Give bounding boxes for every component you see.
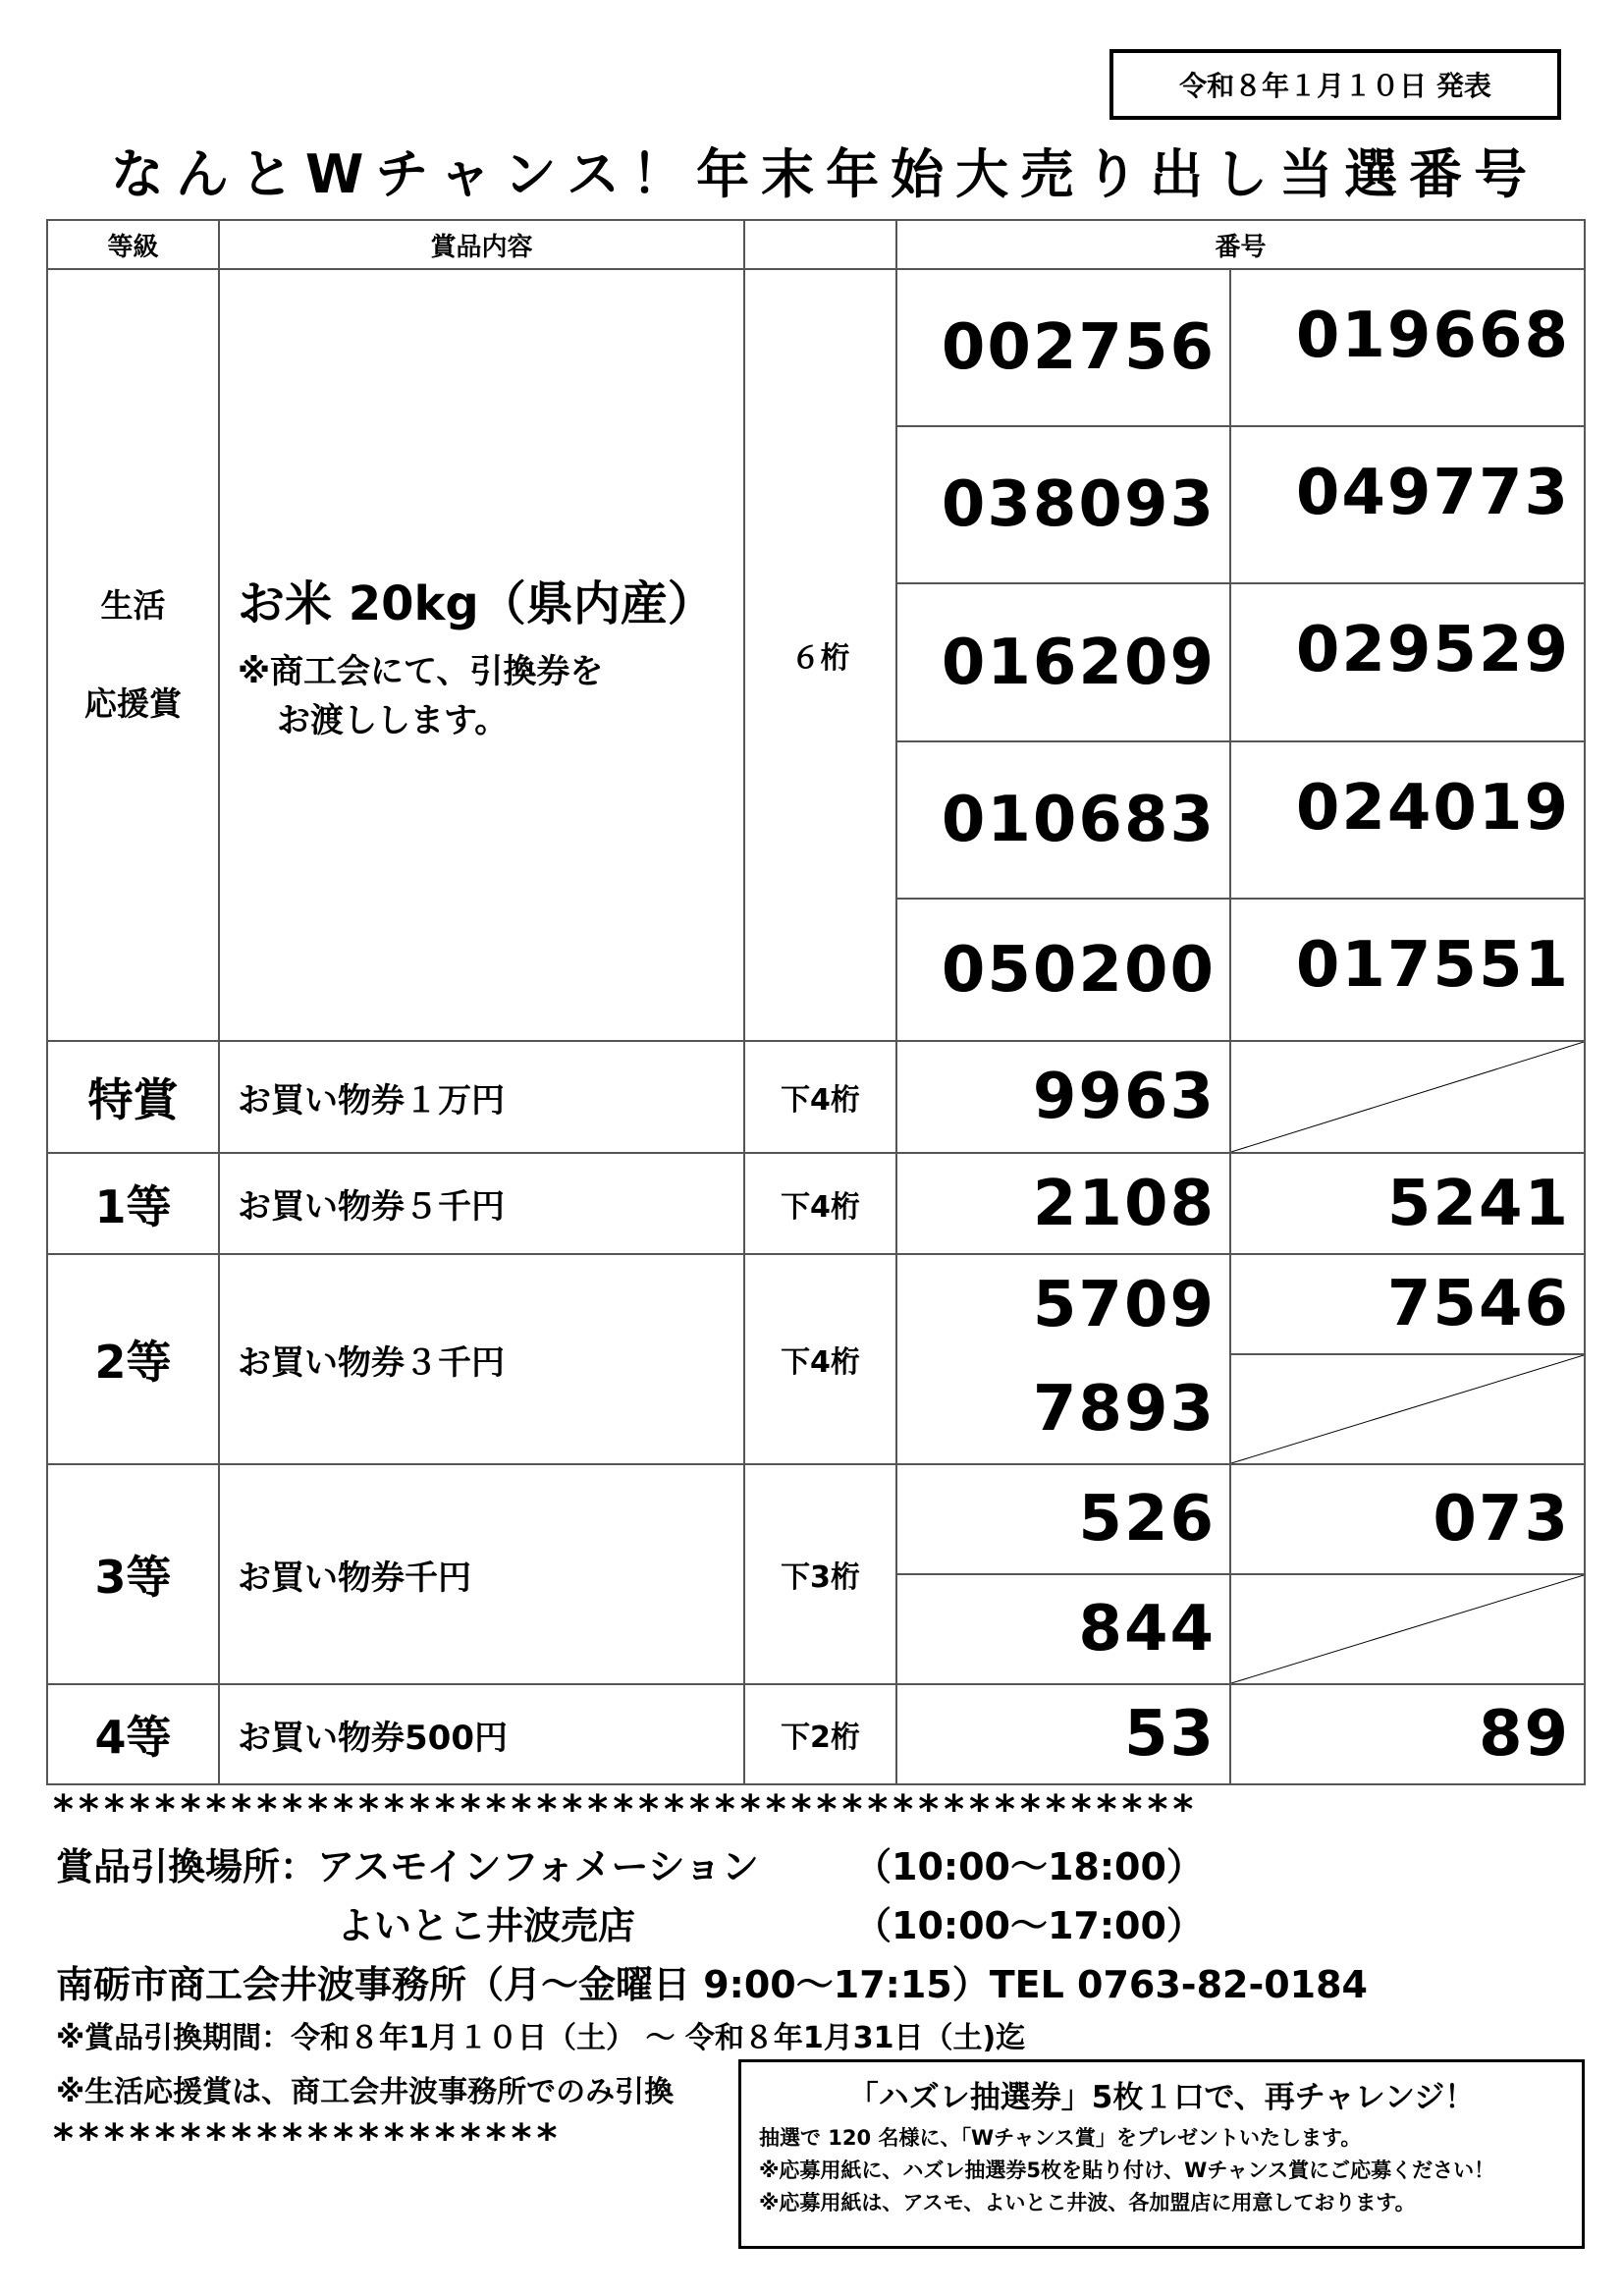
w-chance-line: ※応募用紙に、ハズレ抽選券5枚を貼り付け、Wチャンス賞にご応募ください！	[759, 2159, 1495, 2182]
w-chance-heading: 「ハズレ抽選券」5枚１口で、再チャレンジ！	[847, 2080, 1476, 2115]
second-number: 7893	[896, 1354, 1230, 1464]
first-digits: 下4桁	[744, 1153, 896, 1254]
first-grade: 1等	[47, 1153, 219, 1254]
empty-cell	[1230, 1041, 1585, 1153]
special-grade: 特賞	[47, 1041, 219, 1153]
table-row	[47, 269, 1585, 426]
third-prize: お買い物券千円	[219, 1464, 744, 1684]
life-prize	[219, 269, 744, 1041]
header-digits	[744, 220, 896, 269]
third-digits: 下3桁	[744, 1464, 896, 1684]
page-title: なんとWチャンス！年末年始大売り出し当選番号	[110, 143, 1540, 205]
fourth-prize: お買い物券500円	[219, 1684, 744, 1784]
empty-cell	[1230, 1574, 1585, 1684]
special-prize: お買い物券１万円	[219, 1041, 744, 1153]
third-grade: 3等	[47, 1464, 219, 1684]
winning-numbers-table	[46, 219, 1586, 1785]
office-info: 南砺市商工会井波事務所（月～金曜日 9:00～17:15）TEL 0763-82-0184	[56, 1963, 1368, 2006]
header-numbers: 番号	[896, 220, 1585, 269]
header-prize: 賞品内容	[219, 220, 744, 269]
star-divider: *********************************************	[53, 1787, 1199, 1832]
exchange-hours-2: （10:00～17:00）	[854, 1904, 1204, 1947]
table-header	[47, 220, 1585, 269]
life-prize-note	[238, 647, 743, 745]
life-number: 024019	[1230, 741, 1585, 899]
special-number: 9963	[896, 1041, 1230, 1153]
life-prize-note1: ※商工会にて、引換券を	[238, 651, 604, 691]
life-grade	[47, 269, 219, 1041]
life-number: 050200	[896, 899, 1230, 1041]
second-digits: 下4桁	[744, 1254, 896, 1464]
first-number: 2108	[896, 1153, 1230, 1254]
fourth-number: 53	[896, 1684, 1230, 1784]
life-number: 019668	[1230, 269, 1585, 426]
table-row	[47, 1153, 1585, 1254]
table-row	[47, 1684, 1585, 1784]
third-number: 844	[896, 1574, 1230, 1684]
second-number: 5709	[896, 1254, 1230, 1354]
table-row	[47, 1041, 1585, 1153]
second-prize: お買い物券３千円	[219, 1254, 744, 1464]
fourth-number: 89	[1230, 1684, 1585, 1784]
life-grade-line2: 応援賞	[84, 684, 182, 723]
life-number: 038093	[896, 426, 1230, 583]
life-number: 002756	[896, 269, 1230, 426]
table-row	[47, 1254, 1585, 1354]
first-prize: お買い物券５千円	[219, 1153, 744, 1254]
second-grade: 2等	[47, 1254, 219, 1464]
exchange-period: ※賞品引換期間：令和８年1月１０日（土） ～ 令和８年1月31日（土)迄	[56, 2021, 1026, 2055]
life-number: 016209	[896, 583, 1230, 741]
announcement-date: 令和８年１月１０日 発表	[1109, 49, 1561, 120]
w-chance-line: ※応募用紙は、アスモ、よいとこ井波、各加盟店に用意しております。	[759, 2191, 1416, 2214]
life-prize-note2: お渡しします。	[277, 700, 509, 740]
table-row	[47, 1464, 1585, 1574]
special-digits: 下4桁	[744, 1041, 896, 1153]
life-number: 029529	[1230, 583, 1585, 741]
life-grade-line1: 生活	[100, 586, 166, 625]
life-exchange-note: ※生活応援賞は、商工会井波事務所でのみ引換	[56, 2075, 675, 2109]
fourth-digits: 下2桁	[744, 1684, 896, 1784]
life-number: 010683	[896, 741, 1230, 899]
w-chance-line: 抽選で 120 名様に、「Wチャンス賞」をプレゼントいたします。	[759, 2126, 1362, 2150]
exchange-place-2: よいとこ井波売店	[337, 1904, 636, 1947]
third-number: 073	[1230, 1464, 1585, 1574]
life-prize-main: お米 20kg（県内産）	[238, 575, 715, 631]
w-chance-box	[738, 2059, 1585, 2249]
exchange-hours-1: （10:00～18:00）	[854, 1845, 1204, 1888]
star-divider-short: ********************	[53, 2116, 563, 2161]
empty-cell	[1230, 1354, 1585, 1464]
third-number: 526	[896, 1464, 1230, 1574]
life-number: 017551	[1230, 899, 1585, 1041]
life-digits: ６桁	[744, 269, 896, 1041]
first-number: 5241	[1230, 1153, 1585, 1254]
life-number: 049773	[1230, 426, 1585, 583]
second-number: 7546	[1230, 1254, 1585, 1354]
exchange-place-1: 賞品引換場所：アスモインフォメーション	[56, 1845, 759, 1888]
fourth-grade: 4等	[47, 1684, 219, 1784]
header-grade: 等級	[47, 220, 219, 269]
